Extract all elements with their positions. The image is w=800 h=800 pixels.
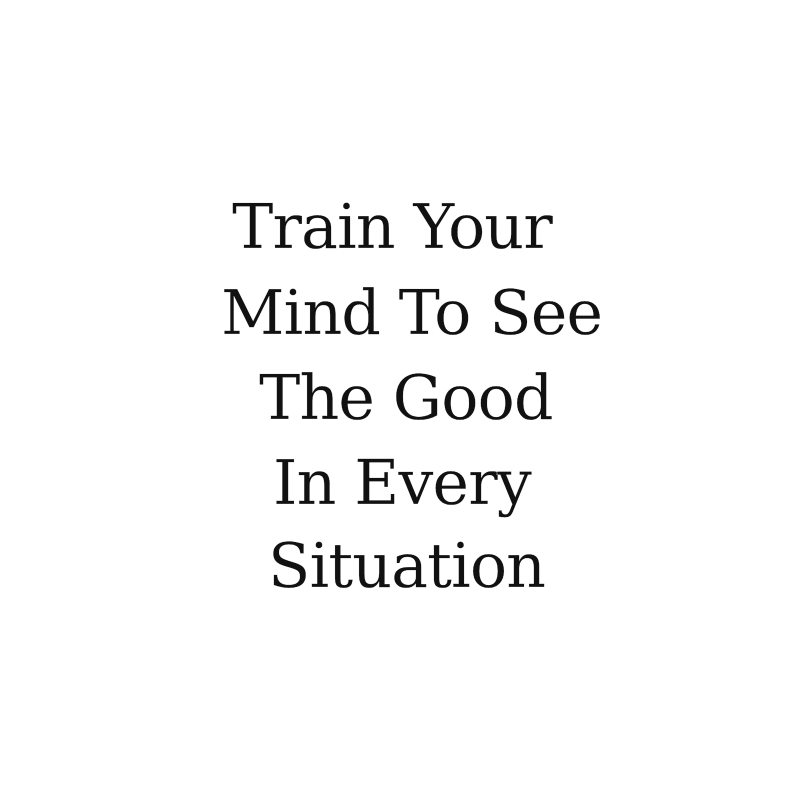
quote-line-2: Mind To See xyxy=(221,276,603,349)
quote-line-1: Train Your xyxy=(232,190,552,263)
quote-line-5: Situation xyxy=(268,529,546,602)
quote-line-3: The Good xyxy=(259,361,553,434)
quote-line-4: In Every xyxy=(273,446,531,519)
